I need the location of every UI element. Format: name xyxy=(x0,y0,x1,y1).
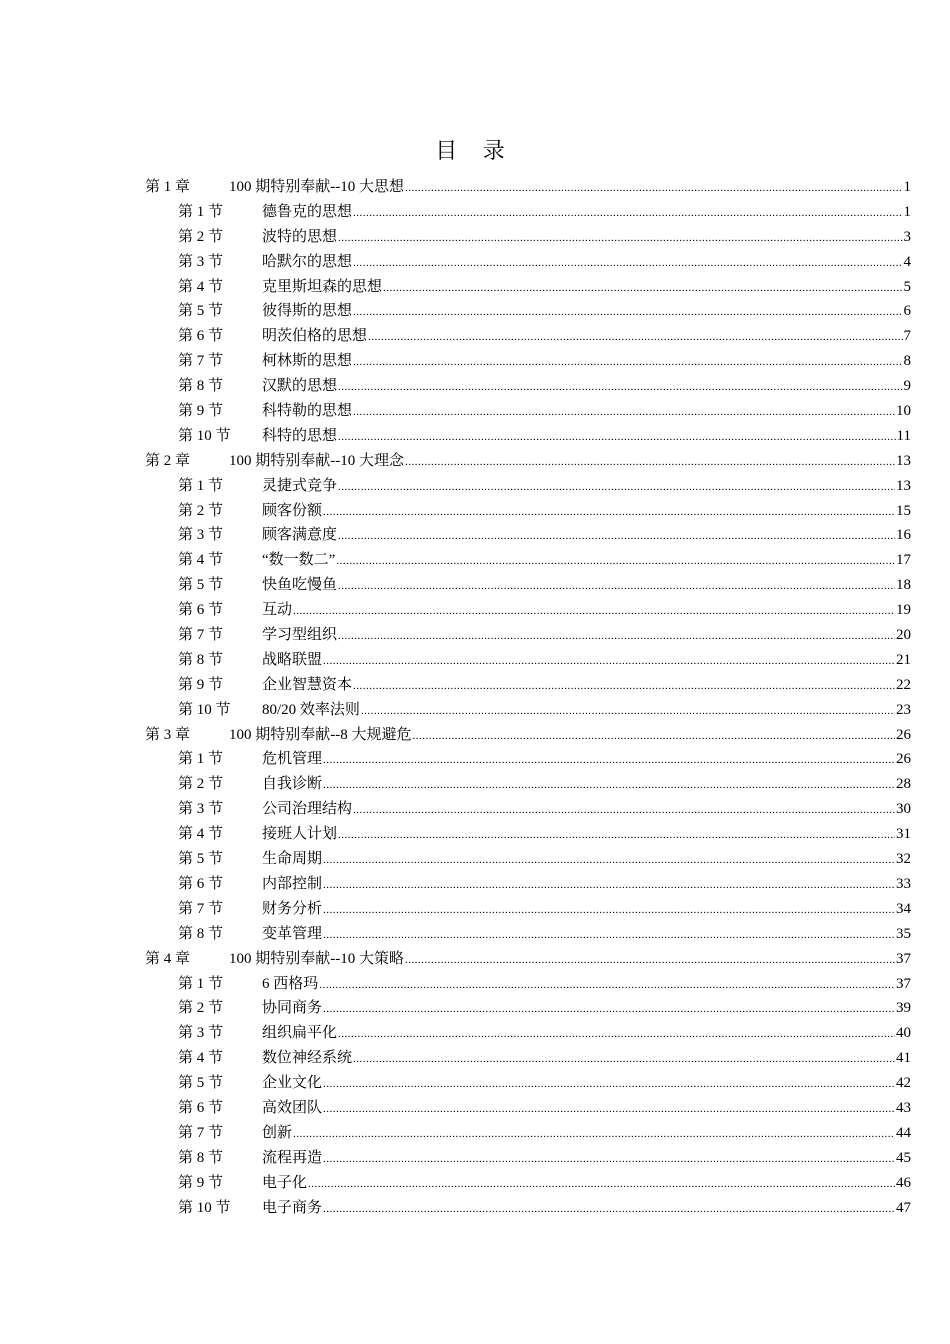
toc-dot-leader xyxy=(323,773,895,798)
toc-dot-leader xyxy=(338,375,902,400)
toc-entry-title: 接班人计划 xyxy=(262,826,338,843)
toc-entry-title: 科特的思想 xyxy=(262,427,338,444)
toc-page-number: 1 xyxy=(903,179,911,195)
toc-section-entry[interactable] xyxy=(145,200,911,225)
toc-dot-leader xyxy=(323,1072,895,1097)
toc-section-entry[interactable] xyxy=(145,623,911,648)
toc-entry-title: 汉默的思想 xyxy=(262,378,338,395)
toc-entry-number: 第 8 节 xyxy=(178,1149,224,1166)
toc-entry-number: 第 1 节 xyxy=(178,975,224,992)
toc-section-entry[interactable] xyxy=(145,847,911,872)
toc-dot-leader xyxy=(353,674,895,699)
toc-page-number: 43 xyxy=(896,1099,911,1116)
toc-entry-title: 灵捷式竞争 xyxy=(262,477,338,494)
toc-entry-title: 危机管理 xyxy=(262,751,323,768)
toc-entry-title: 快鱼吃慢鱼 xyxy=(262,577,338,594)
toc-entry-title: 柯林斯的思想 xyxy=(262,353,353,370)
toc-entry-number: 第 1 节 xyxy=(178,203,224,220)
toc-entry-number: 第 6 节 xyxy=(178,602,224,619)
toc-page-number: 37 xyxy=(896,950,911,967)
toc-entry-number: 第 9 节 xyxy=(178,1174,224,1191)
toc-section-entry[interactable] xyxy=(145,1021,911,1046)
toc-dot-leader xyxy=(338,1022,895,1047)
toc-entry-title: 生命周期 xyxy=(262,851,323,868)
toc-entry-number: 第 1 章 xyxy=(145,179,191,195)
toc-entry-number: 第 10 节 xyxy=(178,427,231,444)
toc-entry-number: 第 2 节 xyxy=(178,1000,224,1017)
toc-entry-title: 互动 xyxy=(262,602,293,619)
toc-dot-leader xyxy=(405,948,895,973)
toc-list xyxy=(145,175,911,1220)
toc-entry-title: 100 期特别奉献--10 大理念 xyxy=(229,452,404,469)
toc-entry-number: 第 8 节 xyxy=(178,925,224,942)
toc-dot-leader xyxy=(405,450,895,475)
toc-page-number: 11 xyxy=(896,427,911,444)
toc-entry-number: 第 3 节 xyxy=(178,253,224,270)
toc-section-entry[interactable] xyxy=(145,1046,911,1071)
toc-section-entry[interactable] xyxy=(145,673,911,698)
toc-page-number: 21 xyxy=(896,651,911,668)
toc-section-entry[interactable] xyxy=(145,996,911,1021)
toc-entry-number: 第 3 节 xyxy=(178,1025,224,1042)
toc-entry-title: 哈默尔的思想 xyxy=(262,253,353,270)
toc-entry-title: 组织扁平化 xyxy=(262,1025,338,1042)
toc-entry-title: 电子商务 xyxy=(262,1199,323,1216)
toc-entry-number: 第 9 节 xyxy=(178,403,224,420)
toc-entry-number: 第 5 节 xyxy=(178,577,224,594)
toc-dot-leader xyxy=(323,500,895,525)
toc-entry-title: 数位神经系统 xyxy=(262,1050,353,1067)
toc-entry-title: 顾客份额 xyxy=(262,502,323,519)
toc-entry-title: 企业文化 xyxy=(262,1075,323,1092)
toc-page-number: 8 xyxy=(903,353,911,370)
toc-entry-number: 第 6 节 xyxy=(178,328,224,345)
toc-entry-title: 协同商务 xyxy=(262,1000,323,1017)
toc-dot-leader xyxy=(353,350,902,375)
toc-dot-leader xyxy=(353,798,895,823)
toc-page-number: 6 xyxy=(903,303,911,320)
toc-entry-title: 顾客满意度 xyxy=(262,527,338,544)
toc-entry-title: 电子化 xyxy=(262,1174,308,1191)
toc-section-entry[interactable] xyxy=(145,1196,911,1221)
toc-entry-title: 彼得斯的思想 xyxy=(262,303,353,320)
toc-dot-leader xyxy=(308,1172,895,1197)
toc-dot-leader xyxy=(323,1147,895,1172)
toc-section-entry[interactable] xyxy=(145,972,911,997)
toc-entry-number: 第 7 节 xyxy=(178,1124,224,1141)
toc-entry-number: 第 10 节 xyxy=(178,701,231,718)
toc-entry-title: 高效团队 xyxy=(262,1099,323,1116)
toc-dot-leader xyxy=(323,898,895,923)
toc-page-number: 39 xyxy=(896,1000,911,1017)
toc-entry-title: 战略联盟 xyxy=(262,651,323,668)
toc-entry-number: 第 3 节 xyxy=(178,527,224,544)
toc-section-entry[interactable] xyxy=(145,1071,911,1096)
toc-entry-title: 100 期特别奉献--10 大策略 xyxy=(229,950,404,967)
toc-page-number: 16 xyxy=(896,527,911,544)
toc-page-number: 4 xyxy=(903,253,911,270)
toc-page-number: 23 xyxy=(896,701,911,718)
toc-dot-leader xyxy=(353,201,902,226)
toc-entry-title: 波特的思想 xyxy=(262,228,338,245)
toc-dot-leader xyxy=(405,176,903,201)
toc-page-number: 13 xyxy=(896,452,911,469)
toc-section-entry[interactable] xyxy=(145,1146,911,1171)
toc-entry-title: 变革管理 xyxy=(262,925,323,942)
toc-title: 目 录 xyxy=(435,138,515,163)
toc-page-number: 3 xyxy=(903,228,911,245)
toc-page-number: 34 xyxy=(896,900,911,917)
toc-entry-number: 第 4 节 xyxy=(178,1050,224,1067)
toc-page-number: 42 xyxy=(896,1075,911,1092)
toc-section-entry[interactable] xyxy=(145,772,911,797)
toc-dot-leader xyxy=(323,1097,895,1122)
toc-entry-number: 第 8 节 xyxy=(178,378,224,395)
toc-page-number: 18 xyxy=(896,577,911,594)
toc-section-entry[interactable] xyxy=(145,424,911,449)
toc-section-entry[interactable] xyxy=(145,573,911,598)
toc-entry-number: 第 4 节 xyxy=(178,552,224,569)
toc-entry-number: 第 2 章 xyxy=(145,452,191,469)
toc-entry-title: 明茨伯格的思想 xyxy=(262,328,368,345)
toc-entry-title: 财务分析 xyxy=(262,900,323,917)
toc-entry-number: 第 2 节 xyxy=(178,228,224,245)
toc-page-number: 22 xyxy=(896,676,911,693)
toc-section-entry[interactable] xyxy=(145,797,911,822)
toc-dot-leader xyxy=(353,1047,895,1072)
toc-dot-leader xyxy=(338,524,895,549)
toc-page-number: 37 xyxy=(896,975,911,992)
toc-entry-number: 第 6 节 xyxy=(178,875,224,892)
toc-entry-number: 第 1 节 xyxy=(178,751,224,768)
toc-entry-title: 创新 xyxy=(262,1124,293,1141)
toc-dot-leader xyxy=(361,699,895,724)
toc-entry-number: 第 5 节 xyxy=(178,303,224,320)
toc-dot-leader xyxy=(323,923,895,948)
toc-entry-number: 第 8 节 xyxy=(178,651,224,668)
toc-page-number: 15 xyxy=(896,502,911,519)
toc-section-entry[interactable] xyxy=(145,474,911,499)
toc-entry-number: 第 2 节 xyxy=(178,776,224,793)
toc-dot-leader xyxy=(293,1122,895,1147)
toc-page-number: 7 xyxy=(903,328,911,345)
toc-section-entry[interactable] xyxy=(145,598,911,623)
toc-entry-title: 科特勒的思想 xyxy=(262,403,353,420)
toc-page-number: 41 xyxy=(896,1050,911,1067)
toc-section-entry[interactable] xyxy=(145,747,911,772)
toc-dot-leader xyxy=(319,973,895,998)
toc-section-entry[interactable] xyxy=(145,648,911,673)
toc-dot-leader xyxy=(338,425,896,450)
toc-entry-number: 第 3 节 xyxy=(178,801,224,818)
toc-dot-leader xyxy=(323,1197,895,1222)
toc-section-entry[interactable] xyxy=(145,523,911,548)
toc-dot-leader xyxy=(413,724,896,749)
toc-section-entry[interactable] xyxy=(145,374,911,399)
toc-entry-title: 80/20 效率法则 xyxy=(262,701,360,718)
toc-dot-leader xyxy=(338,624,895,649)
toc-page-number: 1 xyxy=(903,203,911,220)
toc-page-number: 46 xyxy=(896,1174,911,1191)
toc-page-number: 45 xyxy=(896,1149,911,1166)
toc-page-number: 13 xyxy=(896,477,911,494)
toc-page-number: 40 xyxy=(896,1025,911,1042)
toc-dot-leader xyxy=(323,997,895,1022)
toc-entry-title: 100 期特别奉献--10 大思想 xyxy=(229,179,404,195)
toc-entry-title: 德鲁克的思想 xyxy=(262,203,353,220)
toc-section-entry[interactable] xyxy=(145,275,911,300)
toc-entry-number: 第 7 节 xyxy=(178,353,224,370)
toc-page-number: 32 xyxy=(896,851,911,868)
toc-entry-title: 学习型组织 xyxy=(262,627,338,644)
toc-section-entry[interactable] xyxy=(145,299,911,324)
toc-entry-number: 第 7 节 xyxy=(178,900,224,917)
toc-page-number: 17 xyxy=(896,552,911,569)
toc-chapter-entry[interactable] xyxy=(145,175,911,200)
toc-entry-number: 第 4 节 xyxy=(178,826,224,843)
toc-page-number: 10 xyxy=(896,403,911,420)
toc-section-entry[interactable] xyxy=(145,1171,911,1196)
toc-entry-title: 克里斯坦森的思想 xyxy=(262,278,383,295)
toc-entry-title: 100 期特别奉献--8 大规避危 xyxy=(229,726,412,743)
toc-entry-number: 第 2 节 xyxy=(178,502,224,519)
toc-dot-leader xyxy=(323,848,895,873)
toc-chapter-entry[interactable] xyxy=(145,723,911,748)
toc-section-entry[interactable] xyxy=(145,499,911,524)
toc-dot-leader xyxy=(336,549,895,574)
toc-page-number: 20 xyxy=(896,627,911,644)
toc-entry-number: 第 5 节 xyxy=(178,1075,224,1092)
toc-page-number: 30 xyxy=(896,801,911,818)
toc-entry-title: 公司治理结构 xyxy=(262,801,353,818)
toc-section-entry[interactable] xyxy=(145,897,911,922)
toc-dot-leader xyxy=(353,300,902,325)
toc-dot-leader xyxy=(323,649,895,674)
toc-page-number: 26 xyxy=(896,751,911,768)
toc-page-number: 19 xyxy=(896,602,911,619)
toc-entry-number: 第 5 节 xyxy=(178,851,224,868)
toc-dot-leader xyxy=(338,574,895,599)
toc-chapter-entry[interactable] xyxy=(145,947,911,972)
toc-entry-title: 流程再造 xyxy=(262,1149,323,1166)
toc-dot-leader xyxy=(353,251,902,276)
toc-section-entry[interactable] xyxy=(145,548,911,573)
toc-page-number: 44 xyxy=(896,1124,911,1141)
toc-entry-title: 6 西格玛 xyxy=(262,975,319,992)
toc-page-number: 5 xyxy=(903,278,911,295)
toc-entry-number: 第 9 节 xyxy=(178,676,224,693)
toc-entry-number: 第 7 节 xyxy=(178,627,224,644)
toc-section-entry[interactable] xyxy=(145,250,911,275)
toc-entry-number: 第 3 章 xyxy=(145,726,191,743)
toc-chapter-entry[interactable] xyxy=(145,449,911,474)
toc-page-number: 33 xyxy=(896,875,911,892)
toc-dot-leader xyxy=(323,748,895,773)
toc-section-entry[interactable] xyxy=(145,324,911,349)
toc-page-number: 9 xyxy=(903,378,911,395)
toc-entry-title: “数一数二” xyxy=(262,552,336,569)
toc-section-entry[interactable] xyxy=(145,1121,911,1146)
toc-entry-number: 第 1 节 xyxy=(178,477,224,494)
toc-entry-title: 企业智慧资本 xyxy=(262,676,353,693)
toc-section-entry[interactable] xyxy=(145,225,911,250)
toc-entry-number: 第 4 章 xyxy=(145,950,191,967)
toc-dot-leader xyxy=(323,873,895,898)
toc-page-number: 26 xyxy=(896,726,911,743)
toc-page-number: 47 xyxy=(896,1199,911,1216)
toc-page-number: 35 xyxy=(896,925,911,942)
toc-page-number: 28 xyxy=(896,776,911,793)
toc-section-entry[interactable] xyxy=(145,922,911,947)
toc-dot-leader xyxy=(383,276,902,301)
toc-section-entry[interactable] xyxy=(145,822,911,847)
toc-section-entry[interactable] xyxy=(145,349,911,374)
toc-entry-number: 第 6 节 xyxy=(178,1099,224,1116)
toc-entry-number: 第 4 节 xyxy=(178,278,224,295)
toc-entry-number: 第 10 节 xyxy=(178,1199,231,1216)
toc-section-entry[interactable] xyxy=(145,698,911,723)
toc-page-number: 31 xyxy=(896,826,911,843)
toc-dot-leader xyxy=(338,475,895,500)
toc-dot-leader xyxy=(353,400,895,425)
toc-dot-leader xyxy=(338,823,895,848)
toc-dot-leader xyxy=(338,226,902,251)
toc-section-entry[interactable] xyxy=(145,872,911,897)
toc-dot-leader xyxy=(293,599,895,624)
toc-section-entry[interactable] xyxy=(145,399,911,424)
toc-entry-title: 自我诊断 xyxy=(262,776,323,793)
toc-section-entry[interactable] xyxy=(145,1096,911,1121)
toc-dot-leader xyxy=(368,325,902,350)
toc-entry-title: 内部控制 xyxy=(262,875,323,892)
